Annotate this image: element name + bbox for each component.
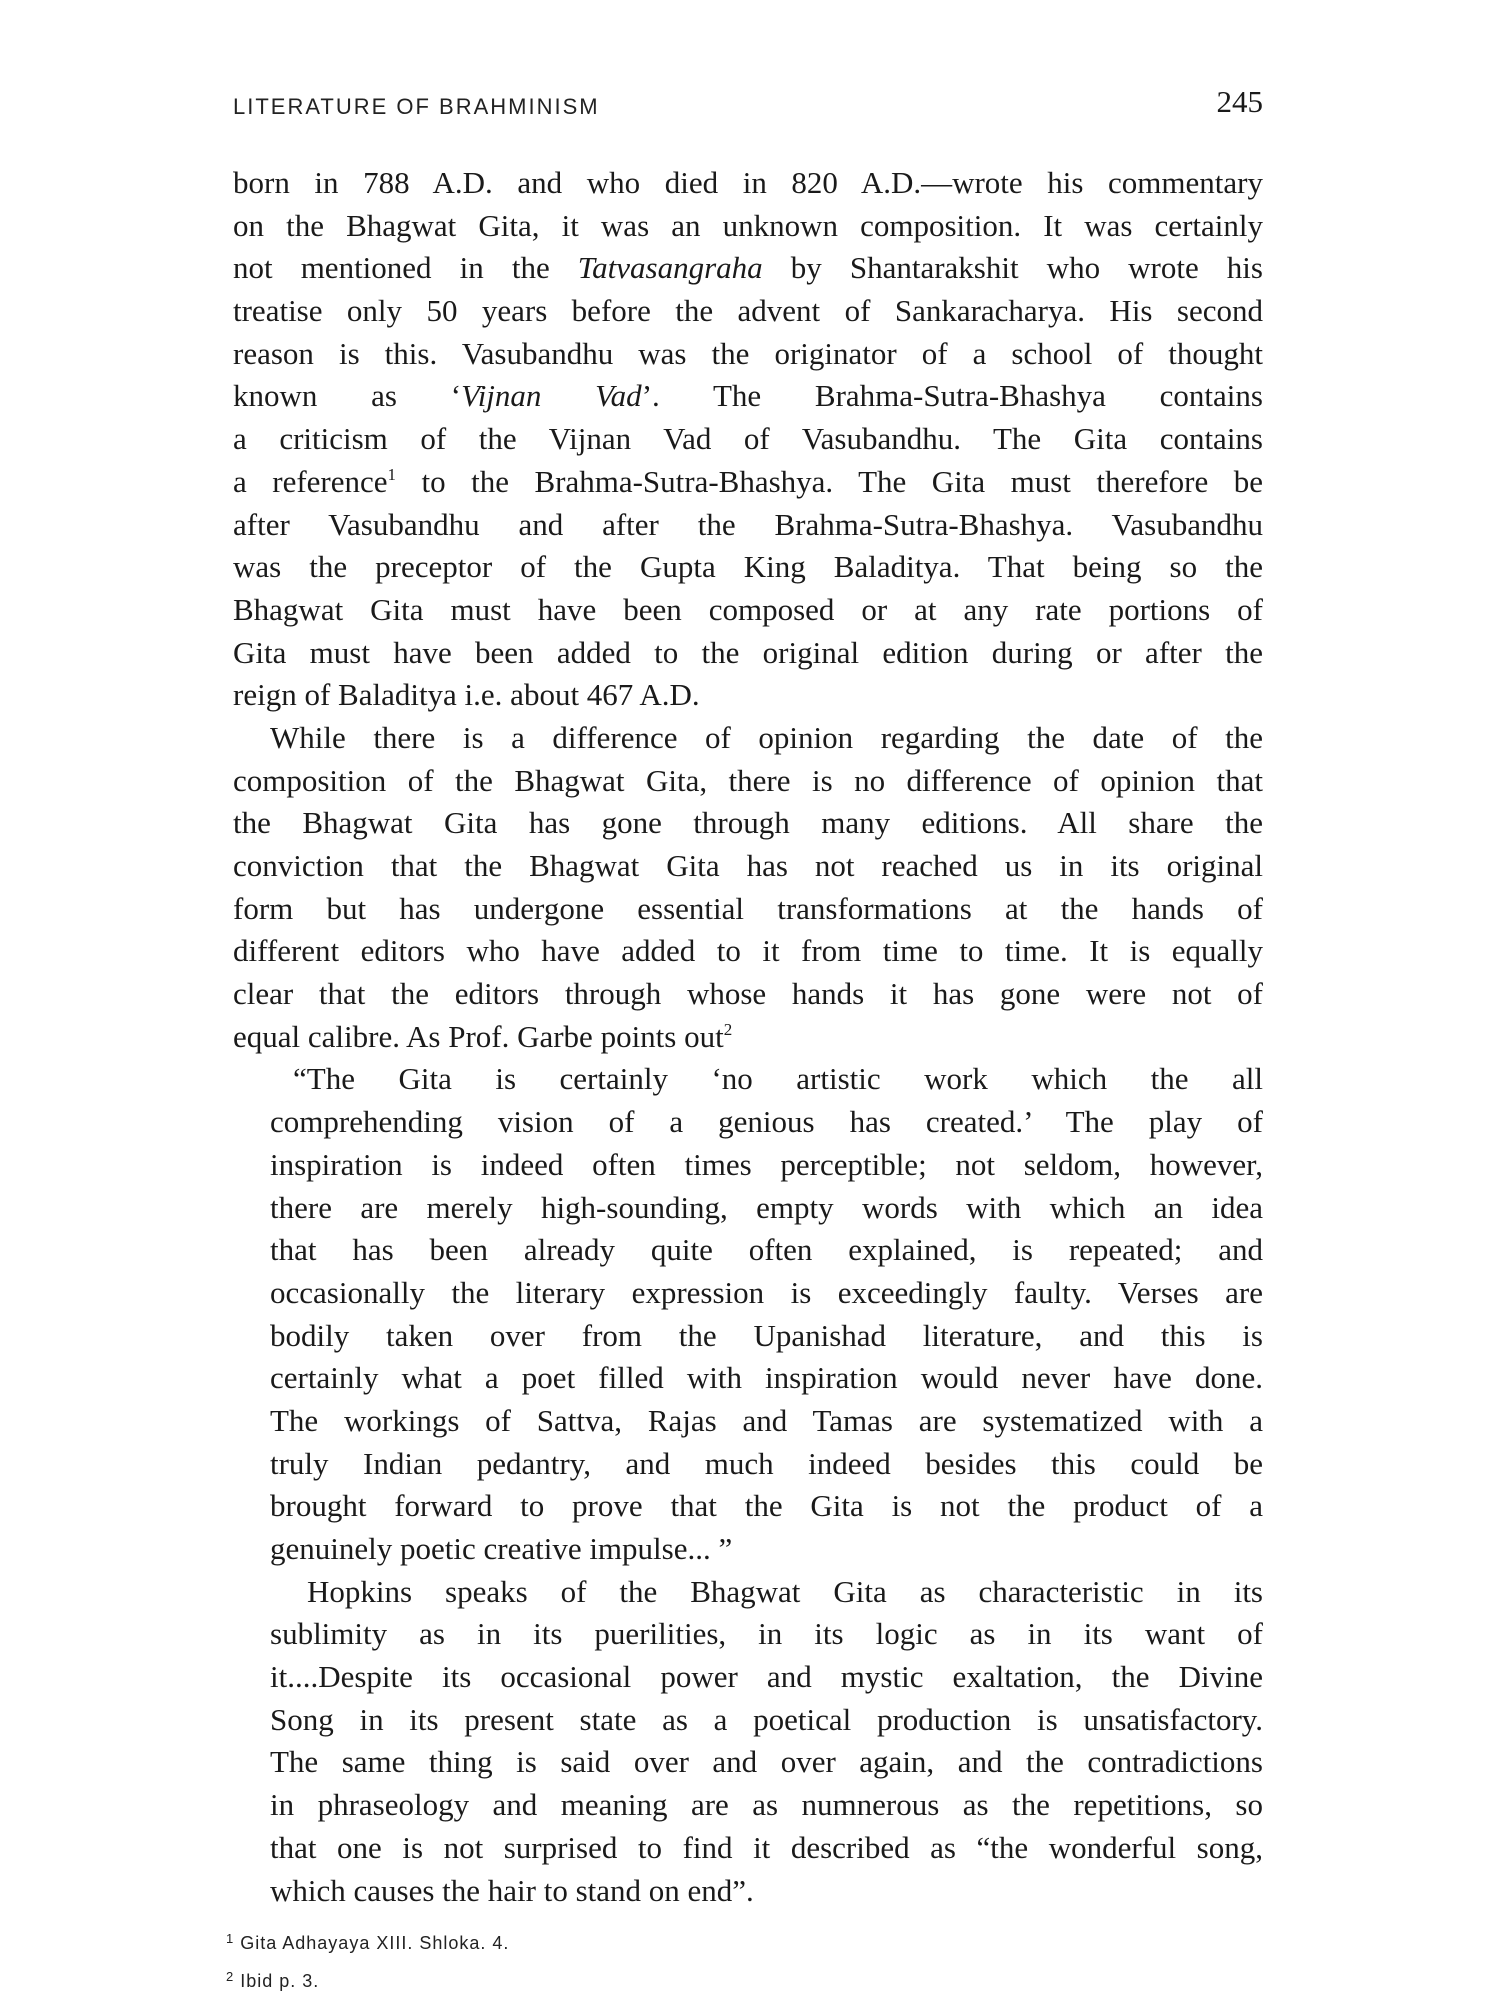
text-line	[233, 162, 1263, 205]
text-line	[270, 1272, 1263, 1315]
block-quote-paragraph	[233, 1571, 1263, 1913]
footnote-2	[226, 1968, 509, 2006]
running-head: LITERATURE OF BRAHMINISM	[233, 94, 600, 119]
text-line	[233, 888, 1263, 931]
text-line	[270, 1571, 1263, 1614]
text-run: that has been already quite often explained, is repeated; and	[270, 1232, 1263, 1268]
text-line	[233, 546, 1263, 589]
paragraph	[233, 162, 1263, 717]
footnote-reference: 1	[387, 464, 397, 484]
text-line	[270, 1528, 1263, 1571]
text-run: it....Despite its occasional power and mystic exaltation, the Divine	[270, 1659, 1263, 1695]
text-run: Gita must have been added to the original edition during or after the	[233, 634, 1263, 670]
text-line	[270, 1229, 1263, 1272]
text-run: While there is a difference of opinion regarding the date of the	[270, 719, 1263, 755]
text-run: brought forward to prove that the Gita is not the product of a	[270, 1488, 1263, 1524]
text-run: Bhagwat Gita must have been composed or at any rate portions of	[233, 591, 1263, 627]
text-line	[270, 1187, 1263, 1230]
text-run: The same thing is said over and over again, and the contradictions	[270, 1744, 1263, 1780]
text-line	[233, 674, 1263, 717]
text-line	[233, 418, 1263, 461]
text-line	[233, 247, 1263, 290]
page-header	[233, 84, 1263, 124]
block-quote-paragraph	[233, 1058, 1263, 1570]
text-run: which causes the hair to stand on end”.	[270, 1872, 754, 1908]
text-line	[233, 973, 1263, 1016]
text-run: was the preceptor of the Gupta King Baladitya. That being so the	[233, 549, 1263, 585]
text-line	[270, 1656, 1263, 1699]
text-run: occasionally the literary expression is exceedingly faulty. Verses are	[270, 1274, 1263, 1310]
text-run: bodily taken over from the Upanishad literature, and this is	[270, 1317, 1263, 1353]
text-run: reign of Baladitya i.e. about 467 A.D.	[233, 677, 700, 713]
paragraph	[233, 717, 1263, 1059]
footnote-text: Gita Adhayaya XIII. Shloka. 4.	[240, 1933, 510, 1953]
body-text	[233, 162, 1263, 1912]
text-line	[233, 290, 1263, 333]
footnote-mark: 1	[226, 1931, 235, 1946]
text-run: “The Gita is certainly ‘no artistic work which the all	[293, 1061, 1263, 1097]
text-run: not mentioned in the	[233, 250, 578, 286]
text-run: reason is this. Vasubandhu was the originator of a school of thought	[233, 335, 1263, 371]
text-run: the Bhagwat Gita has gone through many editions. All share the	[233, 805, 1263, 841]
text-line	[233, 930, 1263, 973]
text-run: conviction that the Bhagwat Gita has not reached us in its original	[233, 848, 1263, 883]
text-line	[233, 845, 1263, 888]
text-run: The workings of Sattva, Rajas and Tamas are systematized with a	[270, 1402, 1263, 1438]
text-run: comprehending vision of a genious has created.’ The play of	[270, 1104, 1263, 1140]
text-run: Hopkins speaks of the Bhagwat Gita as characteristic in its	[307, 1573, 1263, 1609]
text-run: treatise only 50 years before the advent of Sankaracharya. His second	[233, 293, 1263, 329]
text-run: born in 788 A.D. and who died in 820 A.D.—wrote his commentary	[233, 165, 1263, 200]
text-line	[233, 760, 1263, 803]
text-line	[233, 632, 1263, 675]
text-run: certainly what a poet filled with inspiration would never have done.	[270, 1360, 1263, 1396]
text-run: inspiration is indeed often times perceptible; not seldom, however,	[270, 1146, 1263, 1182]
footnote-1	[226, 1930, 509, 1968]
text-line	[270, 1784, 1263, 1827]
text-line	[233, 504, 1263, 547]
italic-text: Vijnan Vad	[461, 378, 642, 414]
page-number: 245	[1216, 84, 1263, 119]
text-run: after Vasubandhu and after the Brahma-Sutra-Bhashya. Vasubandhu	[233, 506, 1263, 542]
text-run: there are merely high-sounding, empty words with which an idea	[270, 1189, 1263, 1225]
text-line	[270, 1357, 1263, 1400]
text-run: truly Indian pedantry, and much indeed besides this could be	[270, 1445, 1263, 1481]
text-run: on the Bhagwat Gita, it was an unknown composition. It was certainly	[233, 207, 1263, 243]
text-line	[270, 1741, 1263, 1784]
text-run: to the Brahma-Sutra-Bhashya. The Gita must therefore be	[396, 463, 1263, 499]
footnote-text: Ibid p. 3.	[240, 1971, 320, 1991]
text-line	[270, 1827, 1263, 1870]
footnotes	[226, 1930, 509, 2006]
text-line	[270, 1144, 1263, 1187]
text-run: form but has undergone essential transformations at the hands of	[233, 890, 1263, 926]
text-line	[233, 1016, 1263, 1059]
text-run: genuinely poetic creative impulse... ”	[270, 1531, 733, 1566]
text-line	[270, 1870, 1263, 1913]
text-run: that one is not surprised to find it described as “the wonderful song,	[270, 1829, 1263, 1865]
text-run: Song in its present state as a poetical production is unsatisfactory.	[270, 1701, 1263, 1737]
text-run: different editors who have added to it from time to time. It is equally	[233, 933, 1263, 969]
footnote-reference: 2	[723, 1019, 733, 1039]
italic-text: Tatvasangraha	[577, 250, 763, 286]
text-line	[270, 1101, 1263, 1144]
text-run: a criticism of the Vijnan Vad of Vasubandhu. The Gita contains	[233, 421, 1263, 457]
text-run: equal calibre. As Prof. Garbe points out	[233, 1018, 724, 1054]
text-run: sublimity as in its puerilities, in its logic as in its want of	[270, 1616, 1263, 1652]
text-line	[270, 1443, 1263, 1486]
text-run: in phraseology and meaning are as numnerous as the repetitions, so	[270, 1787, 1263, 1823]
text-line	[233, 375, 1263, 418]
text-run: clear that the editors through whose hands it has gone were not of	[233, 976, 1263, 1012]
text-line	[233, 589, 1263, 632]
text-line	[233, 717, 1263, 760]
text-line	[270, 1613, 1263, 1656]
text-run: by Shantarakshit who wrote his	[762, 250, 1263, 286]
text-run: a reference	[233, 463, 388, 499]
text-line	[233, 802, 1263, 845]
text-line	[233, 205, 1263, 248]
text-run: ’. The Brahma-Sutra-Bhashya contains	[641, 378, 1263, 414]
text-line	[270, 1485, 1263, 1528]
text-run: known as ‘	[233, 378, 462, 414]
text-line	[233, 333, 1263, 376]
text-line	[270, 1400, 1263, 1443]
footnote-mark: 2	[226, 1969, 235, 1984]
text-line	[270, 1058, 1263, 1101]
text-line	[270, 1315, 1263, 1358]
text-line	[270, 1699, 1263, 1742]
text-run: composition of the Bhagwat Gita, there is no difference of opinion that	[233, 762, 1263, 798]
text-line	[233, 461, 1263, 504]
